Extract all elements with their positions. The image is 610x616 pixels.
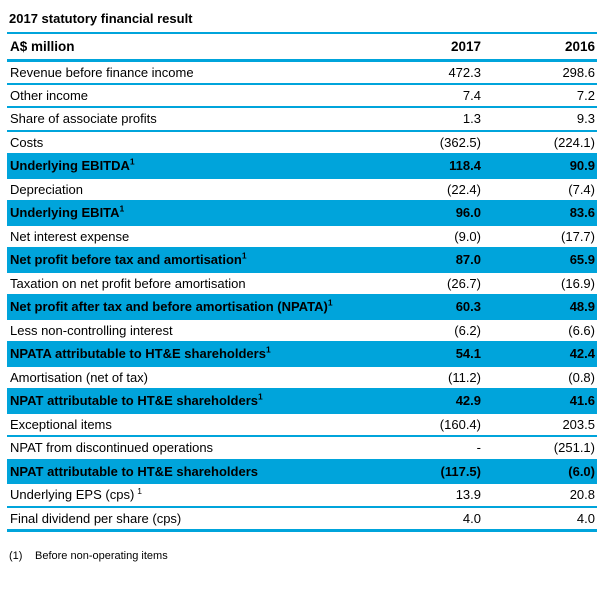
value-2017: 96.0 (373, 201, 483, 225)
table-row (7, 107, 597, 131)
row-label: Amortisation (net of tax) (7, 366, 373, 390)
value-2016: 20.8 (483, 483, 597, 507)
value-2017: (160.4) (373, 413, 483, 437)
table-row (7, 248, 597, 272)
value-2017: (22.4) (373, 178, 483, 202)
financial-report (7, 9, 597, 562)
footnote-ref: 1 (241, 250, 247, 261)
column-header-2016: 2016 (483, 34, 597, 60)
value-2016: 65.9 (483, 248, 597, 272)
value-2016: (17.7) (483, 225, 597, 249)
table-row (7, 436, 597, 460)
table-row (7, 413, 597, 437)
value-2017: 118.4 (373, 154, 483, 178)
value-2016: 203.5 (483, 413, 597, 437)
table-row (7, 507, 597, 531)
table-row (7, 342, 597, 366)
row-label: NPAT attributable to HT&E shareholders (7, 460, 373, 484)
value-2016: 4.0 (483, 507, 597, 531)
table-row (7, 483, 597, 507)
value-2017: 1.3 (373, 107, 483, 131)
financial-table (7, 34, 597, 532)
value-2017: 42.9 (373, 389, 483, 413)
row-label: Underlying EBITA$^1$ (7, 201, 373, 225)
value-2017: (362.5) (373, 131, 483, 155)
table-header-row (7, 34, 597, 60)
value-2016: (0.8) (483, 366, 597, 390)
value-2017: 472.3 (373, 60, 483, 84)
row-label: Net profit before tax and amortisation$^1$ (7, 248, 373, 272)
value-2017: 4.0 (373, 507, 483, 531)
value-2016: 42.4 (483, 342, 597, 366)
table-row (7, 389, 597, 413)
table-row (7, 366, 597, 390)
row-label: Underlying EBITDA$^1$ (7, 154, 373, 178)
page-title: 2017 statutory financial result (7, 9, 597, 34)
row-label: Share of associate profits (7, 107, 373, 131)
table-row (7, 319, 597, 343)
footnote-ref: 1 (327, 297, 333, 308)
value-2016: (6.6) (483, 319, 597, 343)
table-body (7, 60, 597, 530)
row-label: NPATA attributable to HT&E shareholders$^1$ (7, 342, 373, 366)
value-2017: - (373, 436, 483, 460)
value-2016: (224.1) (483, 131, 597, 155)
row-label: Net interest expense (7, 225, 373, 249)
footnote-ref: 1 (137, 485, 143, 496)
row-label: Taxation on net profit before amortisation (7, 272, 373, 296)
value-2017: 54.1 (373, 342, 483, 366)
value-2017: 13.9 (373, 483, 483, 507)
value-2016: 83.6 (483, 201, 597, 225)
table-row (7, 272, 597, 296)
value-2016: 9.3 (483, 107, 597, 131)
table-row (7, 225, 597, 249)
table-row (7, 84, 597, 108)
footnote-ref: 1 (129, 156, 135, 167)
row-label: Revenue before finance income (7, 60, 373, 84)
value-2017: 60.3 (373, 295, 483, 319)
table-row (7, 131, 597, 155)
row-label: Exceptional items (7, 413, 373, 437)
value-2017: 7.4 (373, 84, 483, 108)
value-2016: (251.1) (483, 436, 597, 460)
row-label: Depreciation (7, 178, 373, 202)
footnote-ref: 1 (258, 391, 263, 402)
value-2016: 48.9 (483, 295, 597, 319)
column-header-unit: A$ million (7, 34, 373, 60)
value-2016: (7.4) (483, 178, 597, 202)
table-row (7, 178, 597, 202)
table-row (7, 295, 597, 319)
row-label: Other income (7, 84, 373, 108)
value-2016: 298.6 (483, 60, 597, 84)
value-2017: (117.5) (373, 460, 483, 484)
row-label: Underlying EPS (cps) $^1$ (7, 483, 373, 507)
row-label: NPAT from discontinued operations (7, 436, 373, 460)
value-2017: 87.0 (373, 248, 483, 272)
value-2016: (16.9) (483, 272, 597, 296)
column-header-2017: 2017 (373, 34, 483, 60)
table-row (7, 201, 597, 225)
value-2017: (6.2) (373, 319, 483, 343)
value-2017: (11.2) (373, 366, 483, 390)
value-2017: (9.0) (373, 225, 483, 249)
value-2016: 41.6 (483, 389, 597, 413)
value-2016: 7.2 (483, 84, 597, 108)
table-row (7, 60, 597, 84)
table-row (7, 460, 597, 484)
footnote-marker: (1) (9, 549, 23, 562)
row-label: Costs (7, 131, 373, 155)
footnote-ref: 1 (265, 344, 271, 355)
row-label: NPAT attributable to HT&E shareholders$^1$ (7, 389, 373, 413)
value-2016: (6.0) (483, 460, 597, 484)
footnote-text: Before non-operating items (35, 549, 168, 562)
row-label: Less non-controlling interest (7, 319, 373, 343)
value-2016: 90.9 (483, 154, 597, 178)
value-2017: (26.7) (373, 272, 483, 296)
row-label: Final dividend per share (cps) (7, 507, 373, 531)
footnote-ref: 1 (119, 203, 125, 214)
row-label: Net profit after tax and before amortisation (NPATA)$^1$ (7, 295, 373, 319)
table-row (7, 154, 597, 178)
footnote (7, 550, 597, 562)
